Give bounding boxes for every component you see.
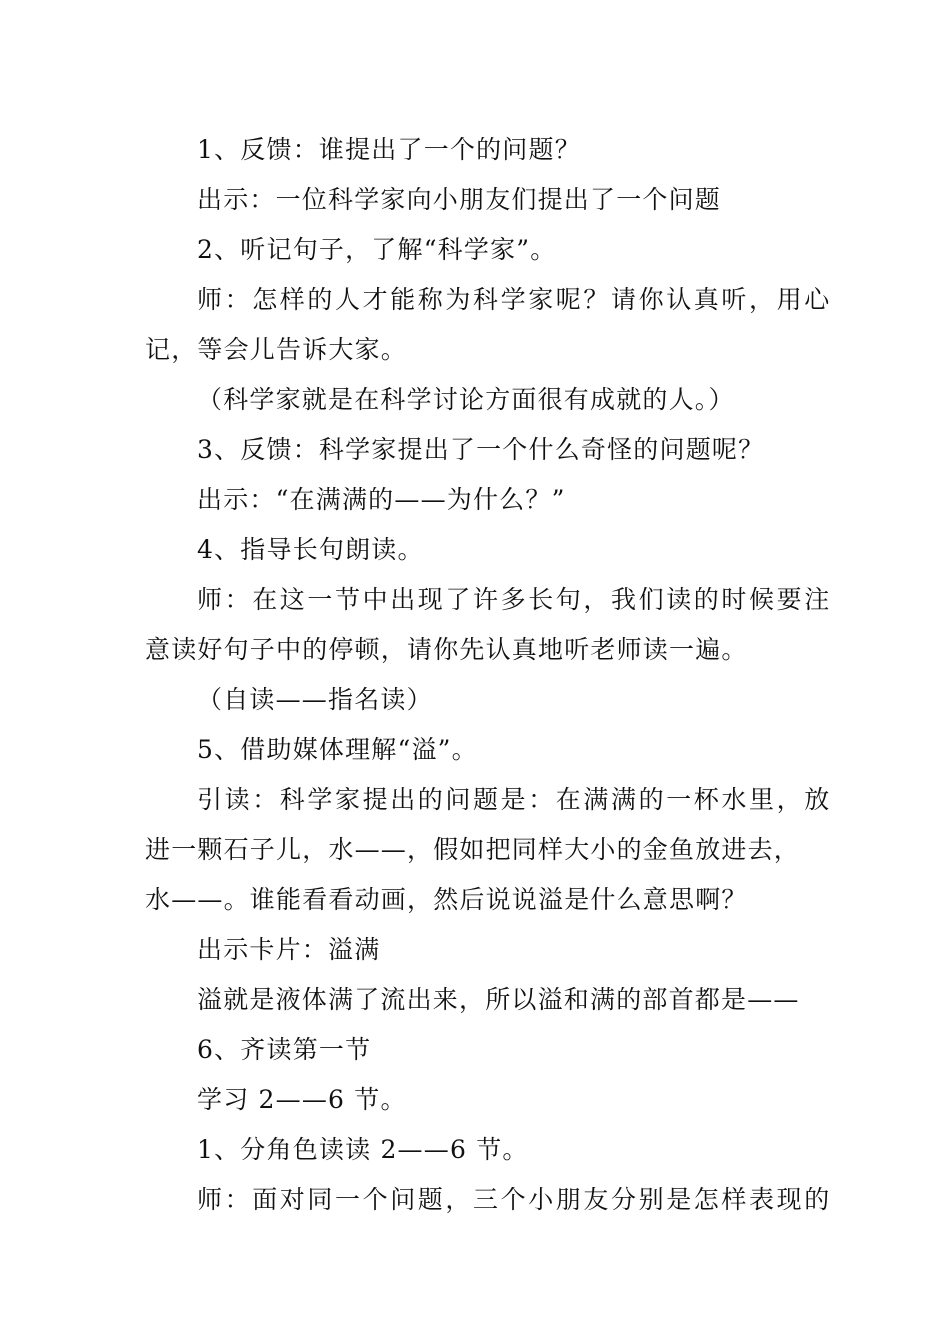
paragraph-line-18: 溢就是液体满了流出来，所以溢和满的部首都是——	[197, 985, 800, 1014]
paragraph-line-17: 出示卡片：溢满	[197, 935, 381, 964]
paragraph-line-2: 出示：一位科学家向小朋友们提出了一个问题	[197, 185, 722, 214]
paragraph-line-3: 2、听记句子，了解“科学家”。	[197, 235, 557, 264]
paragraph-line-20: 学习 2——6 节。	[197, 1085, 407, 1114]
paragraph-line-14: 引读：科学家提出的问题是：在满满的一杯水里，放	[197, 785, 832, 814]
paragraph-line-8: 出示：“在满满的——为什么？”	[197, 485, 566, 514]
paragraph-line-15: 进一颗石子儿，水——，假如把同样大小的金鱼放进去，	[145, 835, 801, 864]
paragraph-line-9: 4、指导长句朗读。	[197, 535, 424, 564]
paragraph-line-11: 意读好句子中的停顿，请你先认真地听老师读一遍。	[145, 635, 748, 664]
paragraph-line-22: 师：面对同一个问题，三个小朋友分别是怎样表现的	[197, 1185, 832, 1214]
paragraph-line-4: 师：怎样的人才能称为科学家呢？请你认真听，用心	[197, 285, 832, 314]
paragraph-line-1: 1、反馈：谁提出了一个的问题？	[197, 135, 581, 164]
paragraph-line-13: 5、借助媒体理解“溢”。	[197, 735, 478, 764]
paragraph-line-21: 1、分角色读读 2——6 节。	[197, 1135, 529, 1164]
paragraph-line-19: 6、齐读第一节	[197, 1035, 372, 1064]
paragraph-line-16: 水——。谁能看看动画，然后说说溢是什么意思啊？	[145, 885, 748, 914]
paragraph-line-7: 3、反馈：科学家提出了一个什么奇怪的问题呢？	[197, 435, 765, 464]
paragraph-line-12: （自读——指名读）	[197, 685, 433, 714]
paragraph-line-5: 记，等会儿告诉大家。	[145, 335, 408, 364]
paragraph-line-6: （科学家就是在科学讨论方面很有成就的人。）	[197, 385, 735, 414]
paragraph-line-10: 师：在这一节中出现了许多长句，我们读的时候要注	[197, 585, 832, 614]
